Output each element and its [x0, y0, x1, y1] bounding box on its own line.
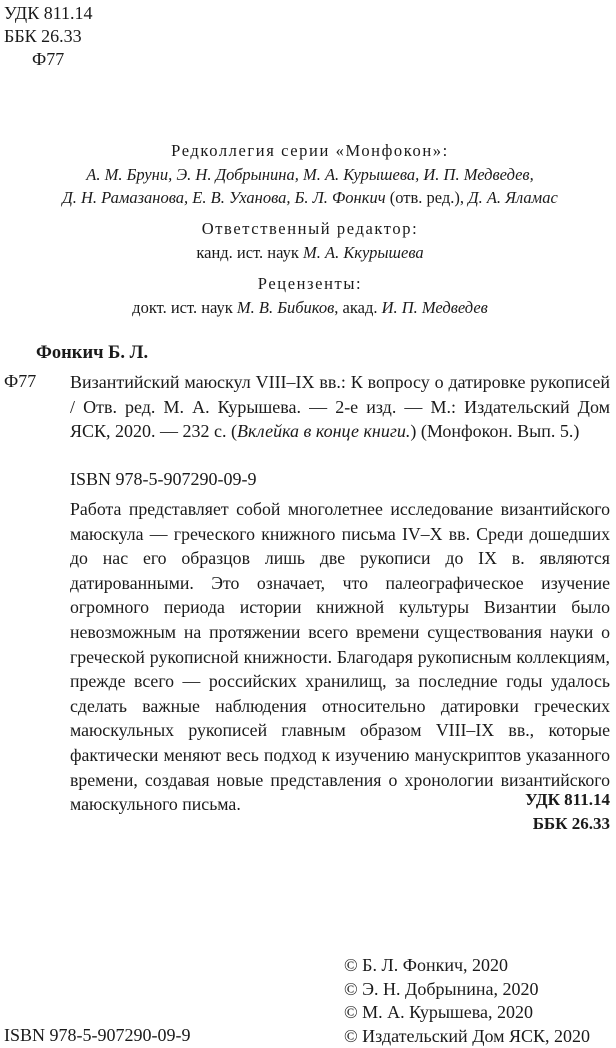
bib-author: Фонкич Б. Л. — [36, 343, 149, 363]
reviewer2-name: И. П. Медведев — [381, 297, 488, 317]
header-bbk: ББК 26.33 — [4, 26, 82, 46]
classification-bbk: ББК 26.33 — [532, 814, 610, 833]
header-code: Ф77 — [32, 49, 65, 69]
classification-udk: УДК 811.14 — [525, 790, 610, 809]
reviewers-sep: , акад. — [334, 297, 382, 317]
bib-code: Ф77 — [4, 371, 37, 391]
header-block — [4, 2, 93, 71]
editorial-line2 — [40, 186, 580, 210]
editorial-line1: А. М. Бруни, Э. Н. Добрынина, М. А. Курышева, И. П. Медведев, — [86, 164, 534, 184]
editorial-board — [40, 139, 580, 210]
responsible-editor-name: М. А. Ккурышева — [303, 242, 424, 262]
copyright-kurysheva: © М. А. Курышева, 2020 — [344, 1002, 534, 1022]
bib-desc-main: Византийский маюскул VIII–IX вв.: К вопросу о датировке рукописей / Отв. ред. М. А. Курышева. — 2-е изд. — М.: Издательский Дом ЯСК, 2020. — 232 с. ( — [70, 372, 610, 441]
bib-desc-italic: Вклейка в конце книги. — [237, 421, 411, 441]
copyright-publisher: © Издательский Дом ЯСК, 2020 — [344, 1025, 591, 1046]
bib-description — [70, 370, 610, 444]
abstract: Работа представляет собой многолетнее исследование византийского маюскула — греческого книжного письма IV–X вв. Среди дошедших до нас его образцов лишь две рукописи до IX в. являются датированными. Это означает, что палеографическое изучение огромного периода истории книжной культуры Византии было невозможным на протяжении всего времени существования науки о греческой рукописной книжности. Благодаря рукописным коллекциям, прежде всего — российских хранилищ, за последние годы удалось сделать важные наблюдения относительно датировки греческих маюскульных рукописей главным образом VIII–IX вв., которые фактически меняют весь подход к изучению манускриптов указанного времени, создавая новые представления о хронологии византийского маюскульного письма. — [70, 499, 610, 815]
responsible-editor-degree: канд. ист. наук — [196, 242, 304, 262]
reviewer1-name: М. В. Бибиков — [236, 297, 335, 317]
reviewer1-degree: докт. ист. наук — [132, 297, 237, 317]
copyright-dobrynina: © Э. Н. Добрынина, 2020 — [344, 978, 539, 999]
responsible-editor — [40, 217, 580, 264]
header-udk: УДК 811.14 — [4, 3, 93, 23]
editorial-title: Редколлегия серии «Монфокон»: — [171, 141, 449, 160]
reviewers-title: Рецензенты: — [257, 274, 363, 293]
editorial-line2-end: Д. А. Яламас — [468, 188, 558, 207]
reviewers-line — [40, 296, 580, 320]
bib-desc-end: ) (Монфокон. Вып. 5.) — [410, 421, 580, 441]
copyright-author: © Б. Л. Фонкич, 2020 — [344, 955, 509, 975]
responsible-editor-title: Ответственный редактор: — [201, 219, 419, 238]
classification-block — [525, 788, 610, 836]
footer-isbn: ISBN 978-5-907290-09-9 — [4, 1025, 191, 1045]
bib-isbn: ISBN 978-5-907290-09-9 — [70, 469, 257, 489]
editorial-line2-note: (отв. ред.), — [385, 188, 469, 207]
responsible-editor-line — [40, 241, 580, 265]
copyright-block — [344, 954, 590, 1048]
editorial-line2-names: Д. Н. Рамазанова, Е. В. Уханова, Б. Л. Фонкич — [62, 188, 386, 207]
reviewers — [40, 272, 580, 319]
